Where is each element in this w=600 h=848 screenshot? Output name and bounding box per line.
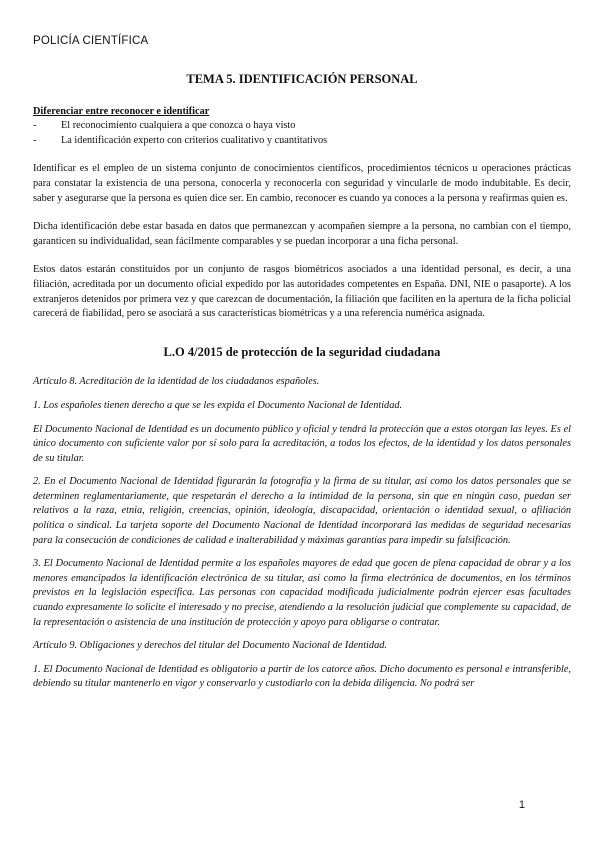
page-number: 1 <box>518 799 525 811</box>
law-paragraph: 2. En el Documento Nacional de Identidad figurarán la fotografía y la firma de su titular, así como los datos personales que se determinen reglamentariamente, que respetarán el derecho a la intimidad de la persona, sin que en ningún caso, puedan ser relativos a la raza, etnia, religión, creencias, opinión, ideología, discapacidad, orientación o identidad sexual, o afiliación política o sindical. La tarjeta soporte del Documento Nacional de Identidad incorporará las medidas de seguridad necesarias para la consecución de condiciones de calidad e inalterabilidad y máximas garantías para impedir su falsificación. <box>33 476 571 546</box>
law-paragraph: 1. Los españoles tienen derecho a que se les expida el Documento Nacional de Identidad. <box>33 399 403 411</box>
article-heading: Artículo 8. Acreditación de la identidad de los ciudadanos españoles. <box>33 376 320 388</box>
article-heading: Artículo 9. Obligaciones y derechos del titular del Documento Nacional de Identidad. <box>33 640 387 652</box>
law-paragraph: El Documento Nacional de Identidad es un documento público y oficial y tendrá la protección que a estos otorgan las leyes. Es el único documento con suficiente valor por sí solo para la acreditación, a todos los efectos, de la identidad y los datos personales de su titular. <box>33 423 571 464</box>
paragraph: Estos datos estarán constituidos por un conjunto de rasgos biométricos asociados a una identidad personal, es decir, a una filiación, acreditada por un documento oficial expedido por las autoridades competentes en España. DNI, NIE o pasaporte). A los extranjeros detenidos por primera vez y que carezcan de documentación, la filiación que faciliten en la apertura de la ficha policial carecerá de fiabilidad, pero se asociará a sus características biométricas y a una referencia numérica asignada. <box>33 264 571 320</box>
section-subtitle: Diferenciar entre reconocer e identificar <box>33 105 210 117</box>
page-content <box>33 72 571 701</box>
list-item <box>33 119 571 134</box>
paragraph: Dicha identificación debe estar basada en datos que permanezcan y acompañen siempre a la persona, no cambian con el tiempo, garanticen su individualidad, sean fácilmente comparables y se puedan incorporar a una ficha personal. <box>33 221 571 247</box>
spacer <box>33 249 571 263</box>
law-paragraph: 3. El Documento Nacional de Identidad permite a los españoles mayores de edad que gocen de plena capacidad de obrar y a los menores emancipados la identificación electrónica de su titular, así como la firma electrónica de documentos, en los términos previstos en la legislación específica. Las personas con capacidad modificada judicialmente podrán ejercer esas facultades cuando expresamente lo solicite el interesado y no precise, atendiendo a la resolución judicial que complemente su capacidad, de la representación o asistencia de una institución de protección y apoyo para obligarse o contratar. <box>33 558 571 628</box>
spacer <box>33 206 571 220</box>
paragraph: Identificar es el empleo de un sistema conjunto de conocimientos científicos, procedimientos técnicos u operaciones prácticas para constatar la existencia de una persona, conocerla y reconocerla con seguridad y vincularle de modo indubitable. Es decir, saber y asegurarse que la persona es quien dice ser. En cambio, reconocer es cuando ya conoces a la persona y reafirmas quien es. <box>33 163 571 204</box>
list-item-text: La identificación experto con criterios cualitativo y cuantitativos <box>61 134 328 146</box>
bullet-dash: - <box>33 134 37 146</box>
topic-title: TEMA 5. IDENTIFICACIÓN PERSONAL <box>186 72 418 86</box>
list-item <box>33 134 571 149</box>
bullet-dash: - <box>33 120 37 132</box>
page-header: POLICÍA CIENTÍFICA <box>33 35 149 47</box>
law-paragraph: 1. El Documento Nacional de Identidad es obligatorio a partir de los catorce años. Dicho documento es personal e intransferible, debiendo su titular mantenerlo en vigor y conservarlo y custodiarlo con la debida diligencia. No podrá ser <box>33 663 571 690</box>
spacer <box>33 148 571 162</box>
list-item-text: El reconocimiento cualquiera a que conozca o haya visto <box>61 120 296 132</box>
law-title: L.O 4/2015 de protección de la seguridad ciudadana <box>163 344 441 359</box>
